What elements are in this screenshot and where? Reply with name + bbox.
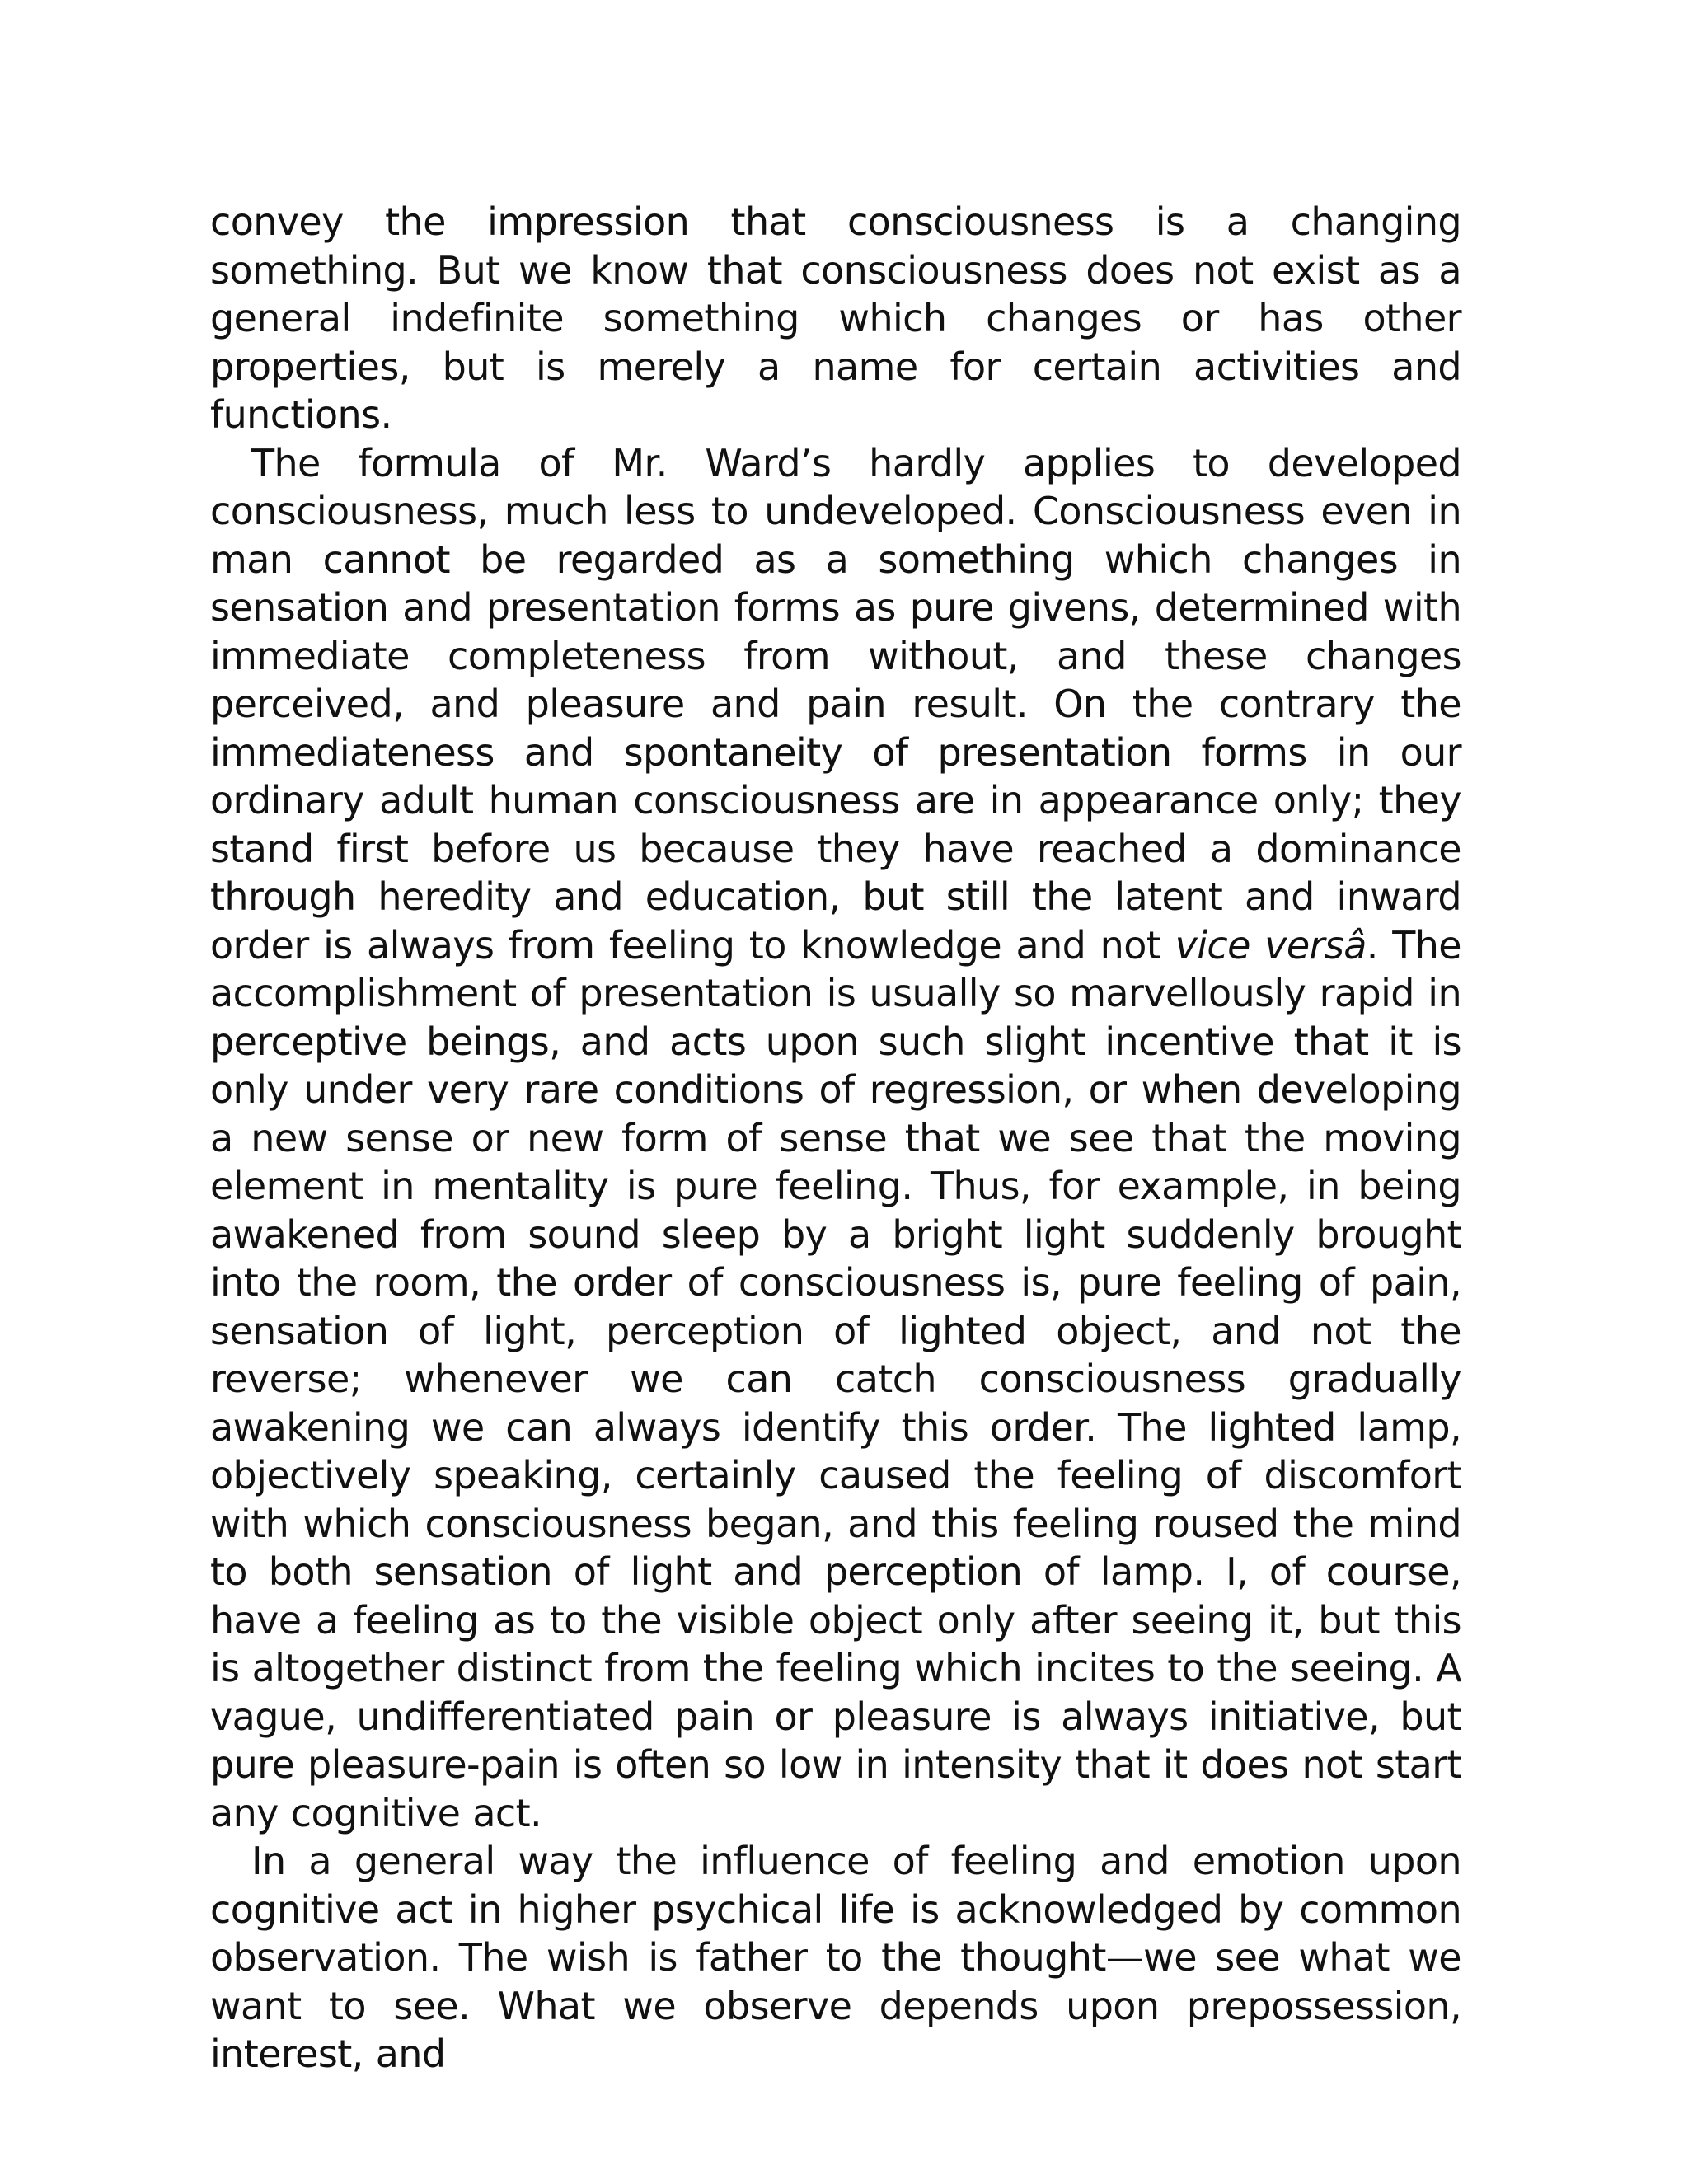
paragraph-3 <box>210 1837 1461 2079</box>
paragraph-1-text: convey the impression that consciousness is a changing something. But we know that consciousness does not exist as a general indefinite something which changes or has other properties, but is merely a name for certain activities and functions. <box>210 199 1461 437</box>
paragraph-2-italic-phrase: vice versâ <box>1175 922 1367 968</box>
paragraph-2-text-end: . The accomplishment of presentation is usually so marvellously rapid in perceptive beings, and acts upon such slight incentive that it is only under very rare conditions of regression, or when developing a new sense or new form of sense that we see that the moving element in mentality is pure feeling. Thus, for example, in being awakened from sound sleep by a bright light suddenly brought into the room, the order of consciousness is, pure feeling of pain, sensation of light, perception of lighted object, and not the reverse; whenever we can catch consciousness gradually awakening we can always identify this order. The lighted lamp, objectively speaking, certainly caused the feeling of discomfort with which consciousness began, and this feeling roused the mind to both sensation of light and perception of lamp. I, of course, have a feeling as to the visible object only after seeing it, but this is altogether distinct from the feeling which incites to the seeing. A vague, undifferentiated pain or pleasure is always initiative, but pure pleasure-pain is often so low in intensity that it does not start any cognitive act. <box>210 922 1461 1835</box>
paragraph-3-text: In a general way the influence of feeling and emotion upon cognitive act in higher psychical life is acknowledged by common observation. The wish is father to the thought—we see what we want to see. What we observe depends upon prepossession, interest, and <box>210 1839 1461 2076</box>
paragraph-2-text-start: The formula of Mr. Ward’s hardly applies to developed consciousness, much less to undeveloped. Consciousness even in man cannot be regarded as a something which changes in sensation and presentation forms as pure givens, determined with immediate completeness from without, and these changes perceived, and pleasure and pain result. On the contrary the immediateness and spontaneity of presentation forms in our ordinary adult human consciousness are in appearance only; they stand first before us because they have reached a dominance through heredity and education, but still the latent and inward order is always from feeling to knowledge and not <box>210 440 1461 968</box>
paragraph-1 <box>210 198 1461 439</box>
paragraph-2 <box>210 439 1461 1838</box>
page-body <box>210 198 1461 2079</box>
